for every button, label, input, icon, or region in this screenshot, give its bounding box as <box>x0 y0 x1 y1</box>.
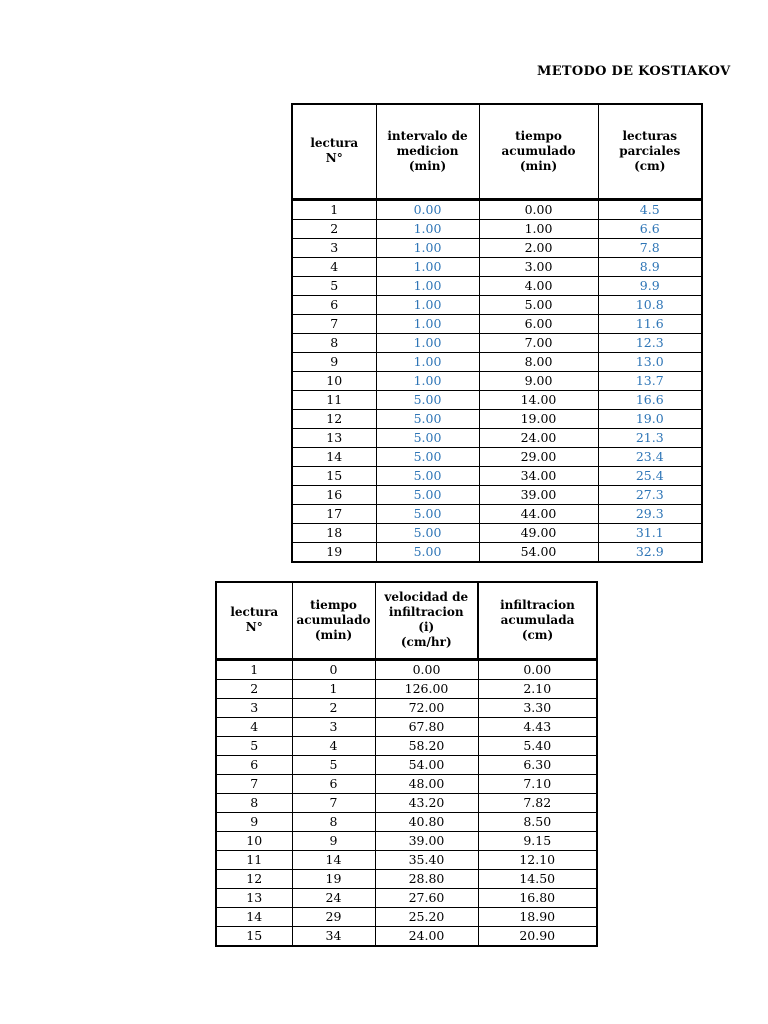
cell-velocidad: 72.00 <box>375 698 478 717</box>
cell-tiempo-acumulado: 4.00 <box>479 276 598 295</box>
cell-lectura: 7 <box>292 314 376 333</box>
cell-velocidad: 48.00 <box>375 774 478 793</box>
table-row <box>292 199 702 219</box>
cell-velocidad: 25.20 <box>375 907 478 926</box>
cell-velocidad: 24.00 <box>375 926 478 946</box>
cell-lectura-parcial: 13.7 <box>598 371 702 390</box>
cell-intervalo: 5.00 <box>376 428 479 447</box>
table-row <box>292 542 702 562</box>
cell-lectura-parcial: 32.9 <box>598 542 702 562</box>
cell-lectura-parcial: 25.4 <box>598 466 702 485</box>
cell-velocidad: 39.00 <box>375 831 478 850</box>
cell-intervalo: 1.00 <box>376 352 479 371</box>
cell-lectura: 2 <box>292 219 376 238</box>
cell-lectura: 8 <box>292 333 376 352</box>
cell-lectura-parcial: 7.8 <box>598 238 702 257</box>
cell-lectura: 8 <box>216 793 292 812</box>
cell-velocidad: 40.80 <box>375 812 478 831</box>
cell-lectura-parcial: 21.3 <box>598 428 702 447</box>
cell-intervalo: 5.00 <box>376 504 479 523</box>
page-title: METODO DE KOSTIAKOV <box>537 64 731 79</box>
header-lecturas-parciales: lecturas parciales (cm) <box>598 104 702 199</box>
table-row <box>292 371 702 390</box>
table-row <box>292 447 702 466</box>
cell-lectura: 2 <box>216 679 292 698</box>
table-row <box>216 774 597 793</box>
cell-infiltracion-acumulada: 0.00 <box>478 659 597 679</box>
header-tiempo-acumulado: tiempo acumulado (min) <box>479 104 598 199</box>
cell-tiempo-acumulado: 29 <box>292 907 375 926</box>
table-row <box>216 907 597 926</box>
cell-velocidad: 54.00 <box>375 755 478 774</box>
infiltration-body <box>216 659 597 946</box>
cell-tiempo-acumulado: 3 <box>292 717 375 736</box>
cell-intervalo: 5.00 <box>376 523 479 542</box>
cell-lectura-parcial: 8.9 <box>598 257 702 276</box>
table-row <box>216 812 597 831</box>
header-tiempo-acumulado: tiempo acumulado (min) <box>292 582 375 659</box>
cell-lectura: 1 <box>216 659 292 679</box>
header-velocidad-infiltracion: velocidad de infiltracion (i) (cm/hr) <box>375 582 478 659</box>
cell-lectura: 13 <box>292 428 376 447</box>
cell-infiltracion-acumulada: 16.80 <box>478 888 597 907</box>
cell-tiempo-acumulado: 14.00 <box>479 390 598 409</box>
cell-lectura: 13 <box>216 888 292 907</box>
cell-lectura: 7 <box>216 774 292 793</box>
cell-tiempo-acumulado: 6.00 <box>479 314 598 333</box>
cell-velocidad: 35.40 <box>375 850 478 869</box>
cell-intervalo: 1.00 <box>376 219 479 238</box>
cell-lectura: 5 <box>216 736 292 755</box>
cell-velocidad: 0.00 <box>375 659 478 679</box>
cell-infiltracion-acumulada: 4.43 <box>478 717 597 736</box>
table-row <box>216 850 597 869</box>
cell-infiltracion-acumulada: 6.30 <box>478 755 597 774</box>
cell-tiempo-acumulado: 4 <box>292 736 375 755</box>
cell-infiltracion-acumulada: 2.10 <box>478 679 597 698</box>
cell-intervalo: 1.00 <box>376 371 479 390</box>
cell-lectura: 1 <box>292 199 376 219</box>
cell-lectura: 4 <box>292 257 376 276</box>
cell-lectura-parcial: 27.3 <box>598 485 702 504</box>
cell-lectura: 3 <box>216 698 292 717</box>
cell-lectura: 14 <box>292 447 376 466</box>
cell-lectura: 15 <box>292 466 376 485</box>
cell-velocidad: 67.80 <box>375 717 478 736</box>
cell-tiempo-acumulado: 5 <box>292 755 375 774</box>
table-row <box>216 679 597 698</box>
cell-lectura-parcial: 10.8 <box>598 295 702 314</box>
readings-body <box>292 199 702 562</box>
infiltration-header-row <box>216 582 597 659</box>
table-row <box>216 888 597 907</box>
cell-intervalo: 5.00 <box>376 390 479 409</box>
cell-tiempo-acumulado: 19.00 <box>479 409 598 428</box>
table-row <box>292 390 702 409</box>
cell-lectura: 9 <box>216 812 292 831</box>
header-lectura: lectura N° <box>292 104 376 199</box>
cell-intervalo: 1.00 <box>376 257 479 276</box>
table-row <box>292 276 702 295</box>
cell-intervalo: 5.00 <box>376 466 479 485</box>
cell-infiltracion-acumulada: 12.10 <box>478 850 597 869</box>
table-row <box>292 504 702 523</box>
table-row <box>292 466 702 485</box>
cell-lectura: 12 <box>216 869 292 888</box>
header-lectura: lectura N° <box>216 582 292 659</box>
table-row <box>292 485 702 504</box>
cell-lectura: 10 <box>216 831 292 850</box>
cell-tiempo-acumulado: 7 <box>292 793 375 812</box>
cell-lectura-parcial: 9.9 <box>598 276 702 295</box>
cell-lectura-parcial: 23.4 <box>598 447 702 466</box>
cell-tiempo-acumulado: 9 <box>292 831 375 850</box>
cell-tiempo-acumulado: 7.00 <box>479 333 598 352</box>
table-row <box>292 428 702 447</box>
cell-tiempo-acumulado: 24 <box>292 888 375 907</box>
table-row <box>292 523 702 542</box>
cell-lectura-parcial: 6.6 <box>598 219 702 238</box>
cell-intervalo: 5.00 <box>376 485 479 504</box>
cell-velocidad: 58.20 <box>375 736 478 755</box>
readings-table <box>291 103 703 563</box>
table-row <box>292 352 702 371</box>
cell-velocidad: 28.80 <box>375 869 478 888</box>
table-row <box>292 333 702 352</box>
table-row <box>216 793 597 812</box>
readings-header-row <box>292 104 702 199</box>
cell-infiltracion-acumulada: 18.90 <box>478 907 597 926</box>
cell-lectura: 4 <box>216 717 292 736</box>
table-row <box>292 219 702 238</box>
cell-velocidad: 27.60 <box>375 888 478 907</box>
cell-lectura-parcial: 31.1 <box>598 523 702 542</box>
cell-tiempo-acumulado: 54.00 <box>479 542 598 562</box>
cell-tiempo-acumulado: 49.00 <box>479 523 598 542</box>
cell-lectura: 17 <box>292 504 376 523</box>
cell-lectura-parcial: 4.5 <box>598 199 702 219</box>
cell-lectura: 11 <box>292 390 376 409</box>
cell-tiempo-acumulado: 0.00 <box>479 199 598 219</box>
cell-lectura: 5 <box>292 276 376 295</box>
cell-intervalo: 5.00 <box>376 447 479 466</box>
cell-tiempo-acumulado: 39.00 <box>479 485 598 504</box>
cell-lectura: 15 <box>216 926 292 946</box>
cell-tiempo-acumulado: 2 <box>292 698 375 717</box>
cell-infiltracion-acumulada: 14.50 <box>478 869 597 888</box>
cell-lectura-parcial: 19.0 <box>598 409 702 428</box>
cell-lectura: 12 <box>292 409 376 428</box>
header-intervalo: intervalo de medicion (min) <box>376 104 479 199</box>
cell-lectura-parcial: 29.3 <box>598 504 702 523</box>
cell-intervalo: 5.00 <box>376 409 479 428</box>
header-infiltracion-acumulada: infiltracion acumulada (cm) <box>478 582 597 659</box>
cell-lectura-parcial: 12.3 <box>598 333 702 352</box>
cell-tiempo-acumulado: 8.00 <box>479 352 598 371</box>
cell-intervalo: 5.00 <box>376 542 479 562</box>
cell-lectura: 14 <box>216 907 292 926</box>
cell-infiltracion-acumulada: 7.10 <box>478 774 597 793</box>
cell-infiltracion-acumulada: 7.82 <box>478 793 597 812</box>
cell-lectura: 3 <box>292 238 376 257</box>
cell-tiempo-acumulado: 1.00 <box>479 219 598 238</box>
cell-tiempo-acumulado: 29.00 <box>479 447 598 466</box>
cell-lectura: 6 <box>292 295 376 314</box>
table-row <box>216 736 597 755</box>
cell-lectura: 11 <box>216 850 292 869</box>
table-row <box>292 238 702 257</box>
cell-tiempo-acumulado: 2.00 <box>479 238 598 257</box>
table-row <box>216 659 597 679</box>
table-row <box>216 869 597 888</box>
table-row <box>292 295 702 314</box>
cell-tiempo-acumulado: 6 <box>292 774 375 793</box>
cell-tiempo-acumulado: 8 <box>292 812 375 831</box>
cell-lectura: 19 <box>292 542 376 562</box>
table-row <box>216 717 597 736</box>
cell-intervalo: 1.00 <box>376 238 479 257</box>
table-row <box>292 314 702 333</box>
cell-tiempo-acumulado: 34.00 <box>479 466 598 485</box>
table-row <box>216 926 597 946</box>
cell-tiempo-acumulado: 5.00 <box>479 295 598 314</box>
cell-tiempo-acumulado: 1 <box>292 679 375 698</box>
table-row <box>216 831 597 850</box>
cell-lectura: 18 <box>292 523 376 542</box>
table-row <box>216 698 597 717</box>
infiltration-table <box>215 581 598 947</box>
cell-infiltracion-acumulada: 5.40 <box>478 736 597 755</box>
cell-intervalo: 0.00 <box>376 199 479 219</box>
cell-tiempo-acumulado: 3.00 <box>479 257 598 276</box>
cell-tiempo-acumulado: 14 <box>292 850 375 869</box>
cell-infiltracion-acumulada: 20.90 <box>478 926 597 946</box>
cell-infiltracion-acumulada: 8.50 <box>478 812 597 831</box>
cell-intervalo: 1.00 <box>376 276 479 295</box>
table-row <box>216 755 597 774</box>
cell-tiempo-acumulado: 34 <box>292 926 375 946</box>
cell-tiempo-acumulado: 44.00 <box>479 504 598 523</box>
cell-tiempo-acumulado: 19 <box>292 869 375 888</box>
cell-tiempo-acumulado: 24.00 <box>479 428 598 447</box>
cell-infiltracion-acumulada: 3.30 <box>478 698 597 717</box>
cell-lectura: 16 <box>292 485 376 504</box>
cell-intervalo: 1.00 <box>376 314 479 333</box>
cell-lectura: 10 <box>292 371 376 390</box>
cell-lectura-parcial: 13.0 <box>598 352 702 371</box>
table-row <box>292 409 702 428</box>
cell-lectura-parcial: 16.6 <box>598 390 702 409</box>
cell-infiltracion-acumulada: 9.15 <box>478 831 597 850</box>
cell-lectura: 6 <box>216 755 292 774</box>
cell-lectura-parcial: 11.6 <box>598 314 702 333</box>
cell-velocidad: 43.20 <box>375 793 478 812</box>
cell-intervalo: 1.00 <box>376 333 479 352</box>
cell-lectura: 9 <box>292 352 376 371</box>
cell-tiempo-acumulado: 9.00 <box>479 371 598 390</box>
cell-velocidad: 126.00 <box>375 679 478 698</box>
cell-intervalo: 1.00 <box>376 295 479 314</box>
cell-tiempo-acumulado: 0 <box>292 659 375 679</box>
table-row <box>292 257 702 276</box>
